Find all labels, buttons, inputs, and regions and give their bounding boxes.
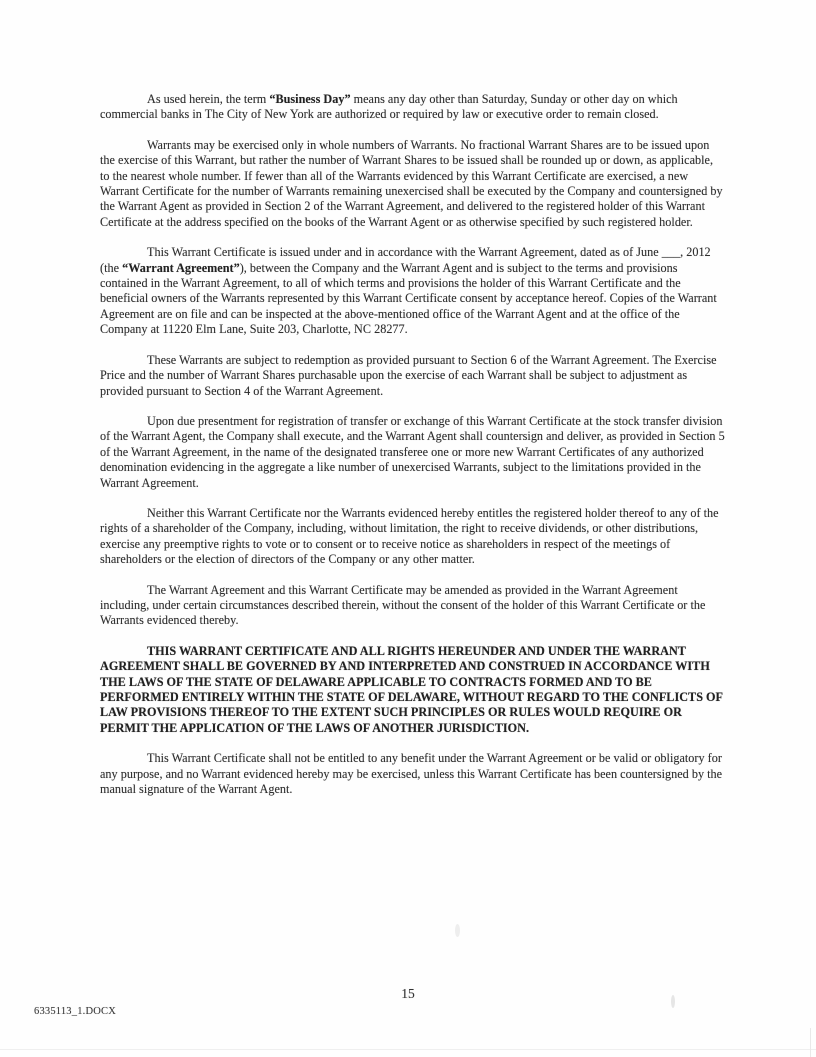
paragraph-transfer-exchange [100,414,725,491]
paragraph-whole-numbers-exercise [100,138,725,230]
paragraph-governing-law [100,644,725,736]
text-run: These Warrants are subject to redemption as provided pursuant to Section 6 of the Warrant Agreement. The Exercise Price and the number of Warrant Shares purchasable upon the exercise of each Warrant shall be subject to adjustment as provided pursuant to Section 4 of the Warrant Agreement. [100,352,717,398]
text-run: means any day other than Saturday, Sunday or other day on which commercial banks in The City of New York are authorized or required by law or executive order to remain closed. [100,92,678,122]
page-number: 15 [401,986,415,1001]
paragraph-warrant-agreement-issuance [100,245,725,337]
text-run: As used herein, the term [147,92,270,106]
text-run: This Warrant Certificate is issued under and in accordance with the Warrant Agreement, dated as of June ___, 2012 (the [100,245,711,275]
paragraph-countersignature-required [100,751,725,797]
scan-edge-line [0,1049,816,1050]
scan-artifact [671,995,675,1008]
text-run: Upon due presentment for registration of transfer or exchange of this Warrant Certificate at the stock transfer division of the Warrant Agent, the Company shall execute, and the Warrant Agent shall countersign and deliver, as provided in Section 5 of the Warrant Agreement, in the name of the designated transferee one or more new Warrant Certificates of any authorized denomination evidencing in the aggregate a like number of unexercised Warrants, subject to the limitations provided in the Warrant Agreement. [100,413,725,490]
text-run: “Warrant Agreement” [122,260,240,275]
paragraph-amendment [100,583,725,629]
paragraph-business-day-definition [100,92,725,123]
text-run: THIS WARRANT CERTIFICATE AND ALL RIGHTS HEREUNDER AND UNDER THE WARRANT AGREEMENT SHALL BE GOVERNED BY AND INTERPRETED AND CONSTRUED IN ACCORDANCE WITH THE LAWS OF THE STATE OF DELAWARE APPLICABLE TO CONTRACTS FORMED AND TO BE PERFORMED ENTIRELY WITHIN THE STATE OF DELAWARE, WITHOUT REGARD TO THE CONFLICTS OF LAW PROVISIONS THEREOF TO THE EXTENT SUCH PRINCIPLES OR RULES WOULD REQUIRE OR PERMIT THE APPLICATION OF THE LAWS OF ANOTHER JURISDICTION. [100,643,723,735]
text-run: This Warrant Certificate shall not be entitled to any benefit under the Warrant Agreement or be valid or obligatory for any purpose, and no Warrant evidenced hereby may be exercised, unless this Warrant Certificate has been countersigned by the manual signature of the Warrant Agent. [100,751,723,797]
paragraph-no-shareholder-rights [100,506,725,568]
text-run: ), between the Company and the Warrant Agent and is subject to the terms and provisions contained in the Warrant Agreement, to all of which terms and provisions the holder of this Warrant Certificate and the beneficial owners of the Warrants represented by this Warrant Certificate consent by acceptance hereof. Copies of the Warrant Agreement are on file and can be inspected at the above-mentioned office of the Warrant Agent and at the office of the Company at 11220 Elm Lane, Suite 203, Charlotte, NC 28277. [100,260,717,337]
scan-artifact [455,924,460,937]
footer-document-id: 6335113_1.DOCX [34,1006,117,1017]
paragraph-redemption-adjustment [100,353,725,399]
text-run: Warrants may be exercised only in whole numbers of Warrants. No fractional Warrant Shares are to be issued upon the exercise of this Warrant, but rather the number of Warrant Shares to be issued shall be rounded up or down, as applicable, to the nearest whole number. If fewer than all of the Warrants evidenced by this Warrant Certificate are exercised, a new Warrant Certificate for the number of Warrants remaining unexercised shall be executed by the Company and countersigned by the Warrant Agent as provided in Section 2 of the Warrant Agreement, and delivered to the registered holder of this Warrant Certificate at the address specified on the books of the Warrant Agent or as otherwise specified by such registered holder. [100,137,723,229]
document-body [100,92,725,812]
text-run: “Business Day” [269,92,351,106]
text-run: The Warrant Agreement and this Warrant Certificate may be amended as provided in the Warrant Agreement including, under certain circumstances described therein, without the consent of the holder of this Warrant Certificate or the Warrants evidenced thereby. [100,582,706,628]
scan-edge-line [810,1028,811,1057]
text-run: Neither this Warrant Certificate nor the Warrants evidenced hereby entitles the registered holder thereof to any of the rights of a shareholder of the Company, including, without limitation, the right to receive dividends, or other distributions, exercise any preemptive rights to vote or to consent or to receive notice as shareholders in respect of the meetings of shareholders or the election of directors of the Company or any other matter. [100,505,719,567]
